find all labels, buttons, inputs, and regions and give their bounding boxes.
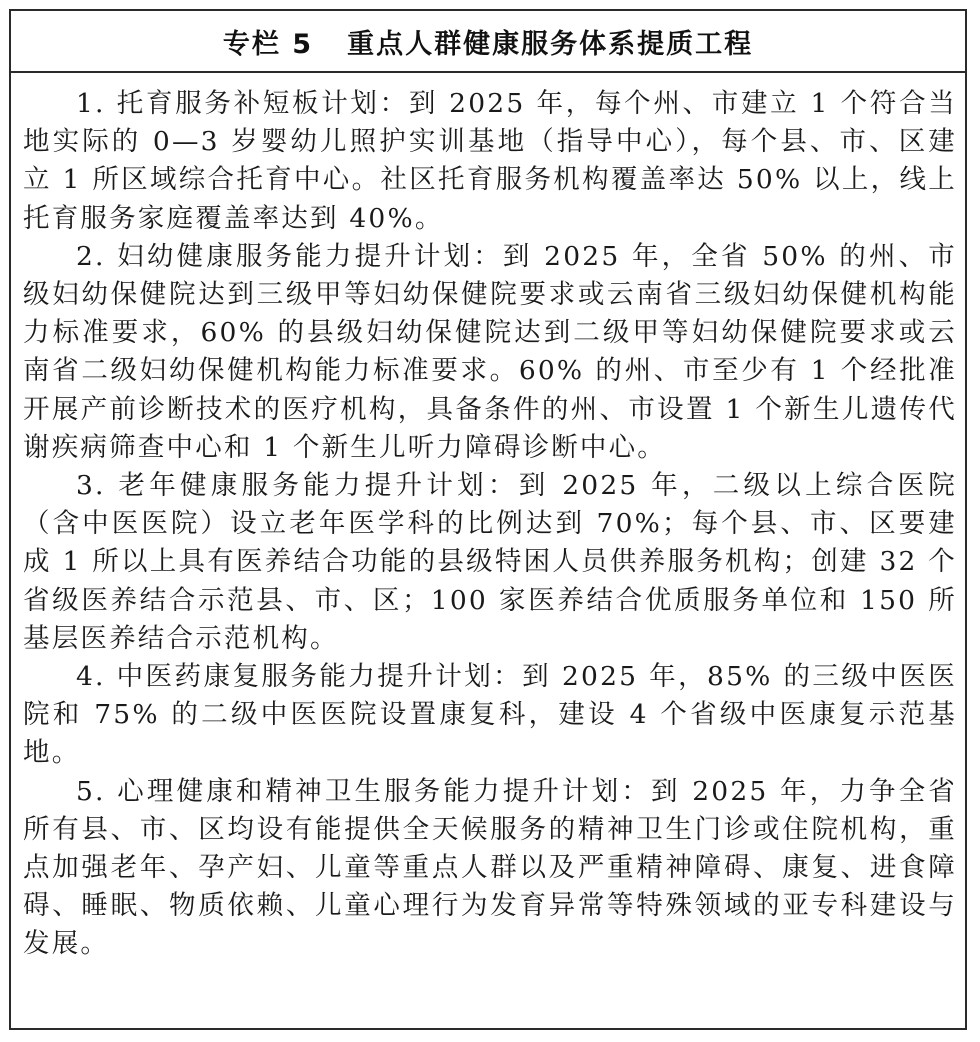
column-box: [9, 9, 967, 1030]
column-content: [11, 73, 965, 964]
paragraph-tcm-rehab: 4. 中医药康复服务能力提升计划：到 2025 年，85% 的三级中医医院和 75% 的二级中医医院设置康复科，建设 4 个省级中医康复示范基地。: [23, 661, 957, 769]
column-label: 专栏 5: [222, 28, 314, 60]
column-heading: 重点人群健康服务体系提质工程: [347, 28, 754, 60]
paragraph-maternal-child-health: 2. 妇幼健康服务能力提升计划：到 2025 年，全省 50% 的州、市级妇幼保健院达到三级甲等妇幼保健院要求或云南省三级妇幼保健机构能力标准要求，60% 的县级妇幼保健院达到二级甲等妇幼保健院要求或云南省二级妇幼保健机构能力标准要求。60% 的州、市至少有 1 个经批准开展产前诊断技术的医疗机构，具备条件的州、市设置 1 个新生儿遗传代谢疾病筛查中心和 1 个新生儿听力障碍诊断中心。: [23, 240, 957, 463]
paragraph-elderly-health: 3. 老年健康服务能力提升计划：到 2025 年，二级以上综合医院（含中医医院）设立老年医学科的比例达到 70%；每个县、市、区要建成 1 所以上具有医养结合功能的县级特困人员供养服务机构；创建 32 个省级医养结合示范县、市、区；100 家医养结合优质服务单位和 150 所基层医养结合示范机构。: [23, 470, 957, 654]
paragraph-childcare: 1. 托育服务补短板计划：到 2025 年，每个州、市建立 1 个符合当地实际的 0—3 岁婴幼儿照护实训基地（指导中心），每个县、市、区建立 1 所区域综合托育中心。社区托育服务机构覆盖率达 50% 以上，线上托育服务家庭覆盖率达到 40%。: [23, 88, 957, 234]
paragraph-mental-health: 5. 心理健康和精神卫生服务能力提升计划：到 2025 年，力争全省所有县、市、区均设有能提供全天候服务的精神卫生门诊或住院机构，重点加强老年、孕产妇、儿童等重点人群以及严重精神障碍、康复、进食障碍、睡眠、物质依赖、儿童心理行为发育异常等特殊领域的亚专科建设与发展。: [23, 775, 957, 960]
column-title: [11, 11, 965, 73]
